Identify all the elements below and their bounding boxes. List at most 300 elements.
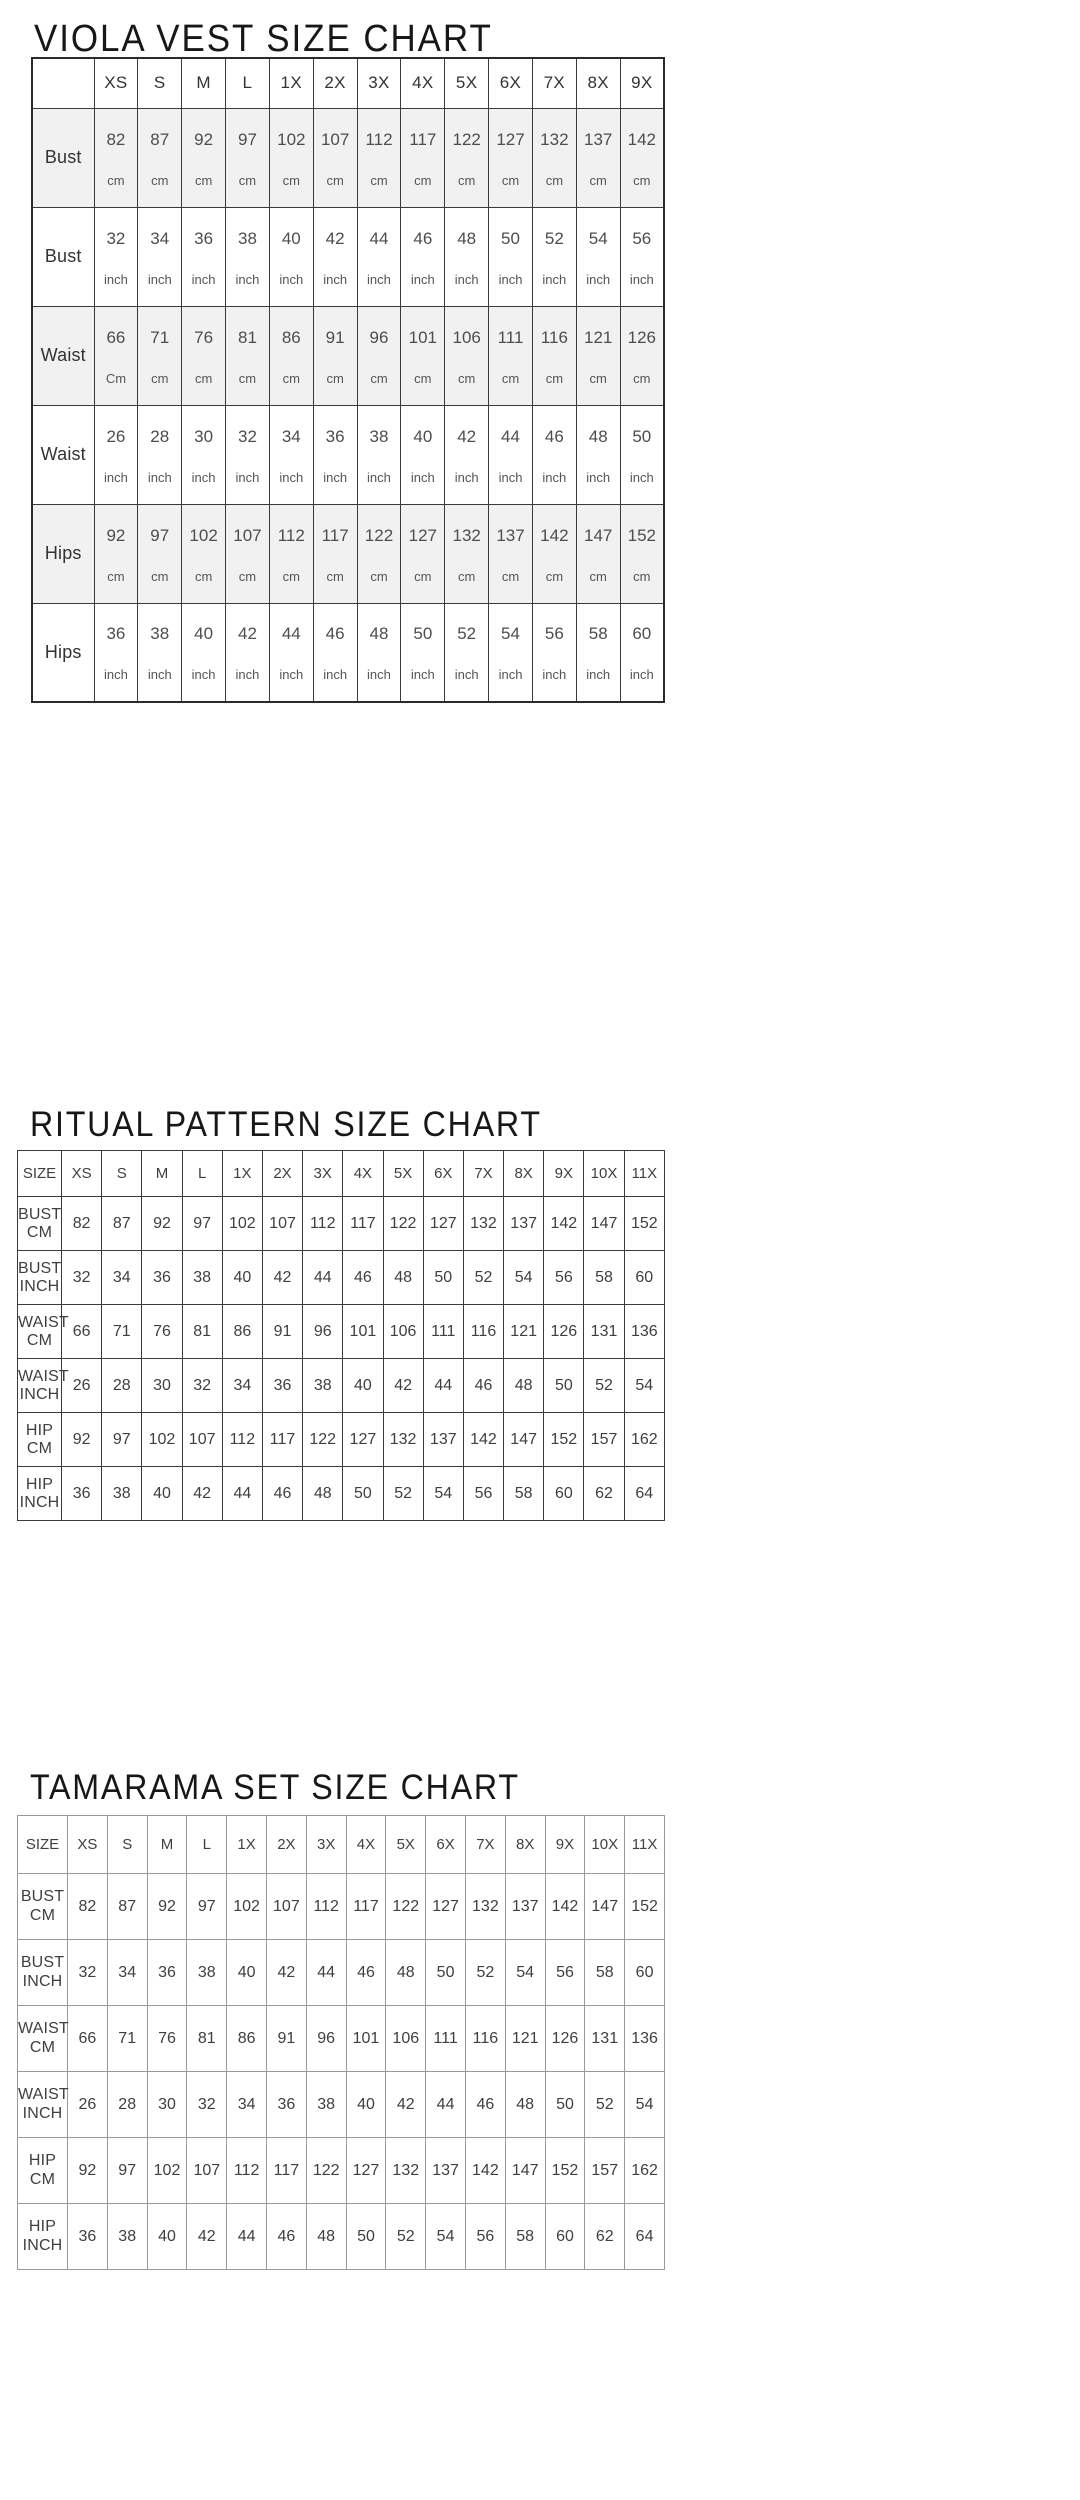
cell-unit: cm [326, 172, 344, 188]
cell-value: 111 [497, 327, 524, 347]
cell-unit: inch [629, 469, 654, 485]
cell [620, 306, 664, 405]
cell-value: 127 [496, 129, 525, 149]
cell-value: 38 [303, 1359, 343, 1413]
table-row-waist-inch [18, 2072, 665, 2138]
cell-unit: cm [458, 172, 476, 188]
cell-value: 52 [585, 2072, 625, 2138]
cell-value: 147 [584, 1197, 624, 1251]
cell-value: 36 [262, 1359, 302, 1413]
cell [401, 306, 445, 405]
cell-value: 40 [343, 1359, 383, 1413]
cell-unit: inch [323, 667, 348, 683]
size-table-ritual-pattern-wrapper [17, 1150, 665, 1521]
cell-value: 92 [147, 1874, 187, 1940]
cell-value: 26 [62, 1359, 102, 1413]
cell [226, 108, 270, 207]
cell-value: 91 [325, 327, 345, 347]
column-header-s: S [138, 58, 182, 108]
cell-unit: cm [151, 568, 169, 584]
row-label-line1: WAIST [18, 2020, 69, 2038]
cell [620, 405, 664, 504]
cell-unit: inch [103, 667, 128, 683]
cell-value: 60 [624, 1251, 664, 1305]
cell-value: 46 [465, 2072, 505, 2138]
cell-value: 50 [423, 1251, 463, 1305]
cell [269, 504, 313, 603]
cell-value: 38 [237, 228, 257, 248]
table-row-waist-inch [32, 405, 664, 504]
cell-value: 46 [266, 2204, 306, 2270]
cell-unit: cm [282, 172, 300, 188]
table-row-hips-inch [32, 603, 664, 702]
column-header-xs: XS [62, 1151, 102, 1197]
cell-value: 38 [107, 2204, 147, 2270]
cell-value: 86 [227, 2006, 267, 2072]
cell-value: 36 [147, 1940, 187, 2006]
cell-unit: inch [323, 271, 348, 287]
cell-value: 82 [62, 1197, 102, 1251]
cell-unit: inch [235, 271, 260, 287]
size-table-viola-vest-wrapper [31, 57, 665, 703]
column-header-8x: 8X [505, 1816, 545, 1874]
cell-value: 107 [262, 1197, 302, 1251]
cell-unit: inch [586, 271, 611, 287]
row-label [18, 1940, 68, 2006]
column-header-4x: 4X [401, 58, 445, 108]
cell-value: 82 [106, 129, 126, 149]
cell [269, 108, 313, 207]
column-header-8x: 8X [504, 1151, 544, 1197]
cell-value: 52 [383, 1467, 423, 1521]
cell [138, 108, 182, 207]
cell-value: 132 [452, 525, 481, 545]
table-row-bust-cm [18, 1197, 665, 1251]
cell-value: 50 [632, 426, 652, 446]
table-row-hips-cm [32, 504, 664, 603]
cell-value: 44 [369, 228, 389, 248]
cell-value: 48 [386, 1940, 426, 2006]
cell-value: 96 [369, 327, 389, 347]
cell-value: 97 [102, 1413, 142, 1467]
cell-value: 50 [501, 228, 520, 248]
cell-value: 102 [222, 1197, 262, 1251]
cell-value: 42 [237, 624, 257, 644]
cell-value: 117 [321, 525, 349, 545]
header-corner-cell [32, 58, 94, 108]
table-row-hip-inch [18, 2204, 665, 2270]
cell-unit: cm [589, 568, 607, 584]
cell-value: 38 [182, 1251, 222, 1305]
cell-value: 76 [147, 2006, 187, 2072]
cell [445, 207, 489, 306]
cell-value: 38 [102, 1467, 142, 1521]
column-header-2x: 2X [262, 1151, 302, 1197]
cell-value: 107 [266, 1874, 306, 1940]
cell-value: 142 [627, 129, 656, 149]
row-label-line1: HIP [25, 1421, 54, 1439]
cell-value: 116 [465, 2006, 505, 2072]
cell-value: 101 [408, 327, 438, 347]
column-header-1x: 1X [269, 58, 313, 108]
cell-value: 44 [426, 2072, 466, 2138]
cell-value: 62 [585, 2204, 625, 2270]
cell [576, 306, 620, 405]
cell [269, 207, 313, 306]
cell-value: 102 [142, 1413, 182, 1467]
cell-value: 102 [227, 1874, 267, 1940]
cell-value: 81 [237, 327, 257, 347]
cell-value: 102 [189, 525, 218, 545]
row-label [18, 1467, 62, 1521]
cell-value: 46 [325, 624, 345, 644]
cell [269, 603, 313, 702]
cell-value: 87 [102, 1197, 142, 1251]
row-label [18, 2204, 68, 2270]
row-label: Bust [32, 207, 94, 306]
cell-unit: inch [103, 469, 128, 485]
cell-unit: inch [103, 271, 128, 287]
cell-value: 142 [465, 2138, 505, 2204]
cell-value: 122 [383, 1197, 423, 1251]
cell-value: 54 [624, 1359, 664, 1413]
cell-value: 52 [465, 1940, 505, 2006]
cell-value: 52 [584, 1359, 624, 1413]
cell-value: 122 [452, 129, 481, 149]
cell-value: 102 [147, 2138, 187, 2204]
cell-value: 54 [504, 1251, 544, 1305]
cell-value: 38 [369, 426, 389, 446]
cell-value: 137 [426, 2138, 466, 2204]
cell-unit: inch [498, 469, 523, 485]
cell-value: 34 [227, 2072, 267, 2138]
cell-value: 132 [540, 129, 569, 149]
cell-value: 44 [281, 624, 301, 644]
cell-value: 126 [627, 327, 656, 347]
row-label-line2: INCH [19, 1493, 60, 1511]
cell-unit: cm [238, 172, 257, 188]
row-label-line2: INCH [22, 2236, 63, 2254]
cell-value: 97 [182, 1197, 222, 1251]
cell-value: 38 [306, 2072, 346, 2138]
cell-value: 56 [465, 2204, 505, 2270]
cell-value: 71 [107, 2006, 147, 2072]
cell [182, 405, 226, 504]
cell-value: 42 [262, 1251, 302, 1305]
cell-value: 126 [544, 1305, 584, 1359]
cell-value: 56 [544, 1251, 584, 1305]
cell-value: 42 [325, 228, 345, 248]
cell-value: 106 [452, 327, 481, 347]
table-row-waist-cm [18, 1305, 665, 1359]
cell-unit: cm [370, 172, 388, 188]
cell [182, 207, 226, 306]
column-header-1x: 1X [222, 1151, 262, 1197]
cell-value: 122 [303, 1413, 343, 1467]
cell-value: 92 [194, 129, 214, 149]
cell-unit: inch [279, 271, 304, 287]
cell-value: 50 [426, 1940, 466, 2006]
cell-value: 46 [343, 1251, 383, 1305]
cell-value: 116 [463, 1305, 503, 1359]
column-header-m: M [142, 1151, 182, 1197]
table-row-bust-inch [18, 1940, 665, 2006]
cell-unit: inch [191, 667, 216, 683]
cell [576, 108, 620, 207]
cell-unit: cm [458, 568, 476, 584]
cell-value: 136 [624, 1305, 664, 1359]
cell-value: 48 [457, 228, 477, 248]
cell-unit: inch [191, 271, 216, 287]
cell-value: 36 [68, 2204, 108, 2270]
cell-value: 48 [504, 1359, 544, 1413]
cell [138, 405, 182, 504]
cell-value: 132 [383, 1413, 423, 1467]
column-header-3x: 3X [303, 1151, 343, 1197]
cell-value: 127 [423, 1197, 463, 1251]
cell-value: 42 [266, 1940, 306, 2006]
cell-value: 76 [142, 1305, 182, 1359]
cell-value: 152 [624, 1197, 664, 1251]
cell-unit: cm [282, 568, 300, 584]
cell [532, 306, 576, 405]
cell-unit: inch [410, 667, 435, 683]
cell-value: 62 [584, 1467, 624, 1521]
cell-value: 42 [187, 2204, 227, 2270]
column-header-7x: 7X [465, 1816, 505, 1874]
cell-value: 131 [584, 1305, 624, 1359]
row-label [18, 2138, 68, 2204]
size-table-viola-vest [31, 57, 665, 703]
cell-value: 42 [386, 2072, 426, 2138]
cell-value: 66 [106, 327, 126, 347]
cell-unit: cm [501, 172, 520, 188]
row-label-line1: BUST [18, 1205, 62, 1223]
cell-value: 46 [463, 1359, 503, 1413]
table-row-bust-cm [18, 1874, 665, 1940]
cell-unit: cm [326, 370, 344, 386]
cell-value: 36 [266, 2072, 306, 2138]
cell-unit: cm [545, 172, 564, 188]
cell-value: 81 [182, 1305, 222, 1359]
cell-unit: inch [454, 271, 479, 287]
cell-value: 132 [386, 2138, 426, 2204]
cell [182, 108, 226, 207]
cell [94, 603, 138, 702]
cell-value: 40 [142, 1467, 182, 1521]
cell [226, 207, 270, 306]
cell [489, 603, 533, 702]
row-label: Waist [32, 306, 94, 405]
cell [532, 207, 576, 306]
row-label-line2: INCH [19, 1277, 60, 1295]
cell-value: 28 [150, 426, 170, 446]
cell-value: 147 [584, 525, 613, 545]
cell-unit: cm [501, 568, 520, 584]
cell-value: 97 [187, 1874, 227, 1940]
cell-unit: cm [589, 172, 607, 188]
cell-value: 42 [383, 1359, 423, 1413]
row-label: Hips [32, 504, 94, 603]
cell-value: 102 [277, 129, 306, 149]
cell-value: 71 [150, 327, 170, 347]
cell-value: 117 [266, 2138, 306, 2204]
cell-unit: cm [107, 172, 125, 188]
cell-unit: cm [370, 568, 388, 584]
page-title-viola-vest: VIOLA VEST SIZE CHART [34, 18, 493, 60]
table-body [32, 58, 664, 702]
cell-value: 58 [584, 1251, 624, 1305]
cell [532, 603, 576, 702]
cell [401, 207, 445, 306]
cell-value: 152 [627, 525, 656, 545]
cell-unit: inch [629, 667, 654, 683]
cell-unit: cm [589, 370, 607, 386]
cell-unit: inch [367, 667, 391, 683]
column-header-s: S [107, 1816, 147, 1874]
row-label [18, 1359, 69, 1413]
cell-value: 152 [625, 1874, 665, 1940]
cell-value: 50 [413, 624, 433, 644]
cell-value: 136 [625, 2006, 665, 2072]
row-label-line2: INCH [22, 1972, 63, 1990]
cell-value: 132 [463, 1197, 503, 1251]
cell-value: 54 [501, 624, 520, 644]
cell-value: 30 [142, 1359, 182, 1413]
cell-unit: inch [235, 667, 260, 683]
column-header-9x: 9X [544, 1151, 584, 1197]
cell-value: 97 [150, 525, 170, 545]
cell-unit: cm [633, 172, 651, 188]
cell-value: 107 [187, 2138, 227, 2204]
page-title-ritual-pattern: RITUAL PATTERN SIZE CHART [30, 1105, 542, 1144]
cell-value: 122 [306, 2138, 346, 2204]
cell-value: 44 [303, 1251, 343, 1305]
cell-value: 152 [545, 2138, 585, 2204]
cell [489, 306, 533, 405]
cell-value: 106 [383, 1305, 423, 1359]
cell [445, 603, 489, 702]
cell-value: 127 [343, 1413, 383, 1467]
cell [620, 603, 664, 702]
cell-value: 36 [325, 426, 345, 446]
cell-value: 34 [150, 228, 170, 248]
cell-value: 26 [106, 426, 126, 446]
cell-value: 60 [544, 1467, 584, 1521]
cell-value: 97 [237, 129, 257, 149]
cell [138, 504, 182, 603]
cell-value: 111 [423, 1305, 463, 1359]
cell-value: 54 [625, 2072, 665, 2138]
cell-value: 46 [544, 426, 564, 446]
size-table-tamarama-set [17, 1815, 665, 2270]
cell-value: 32 [237, 426, 257, 446]
cell-unit: inch [279, 469, 304, 485]
cell-value: 137 [505, 1874, 545, 1940]
cell-value: 36 [194, 228, 214, 248]
cell-value: 52 [386, 2204, 426, 2270]
cell-value: 44 [306, 1940, 346, 2006]
column-header-4x: 4X [346, 1816, 386, 1874]
cell-value: 44 [227, 2204, 267, 2270]
column-header-l: L [187, 1816, 227, 1874]
cell-value: 127 [408, 525, 438, 545]
cell-value: 71 [102, 1305, 142, 1359]
cell [226, 405, 270, 504]
cell-value: 86 [222, 1305, 262, 1359]
cell-value: 76 [194, 327, 214, 347]
cell-value: 121 [504, 1305, 544, 1359]
cell [357, 504, 401, 603]
cell [313, 603, 357, 702]
row-label: Bust [32, 108, 94, 207]
cell [532, 108, 576, 207]
cell-value: 32 [68, 1940, 108, 2006]
cell-value: 132 [465, 1874, 505, 1940]
cell-value: 44 [501, 426, 520, 446]
cell-value: 157 [585, 2138, 625, 2204]
cell-value: 48 [588, 426, 608, 446]
cell [269, 405, 313, 504]
column-header-7x: 7X [463, 1151, 503, 1197]
row-label: Hips [32, 603, 94, 702]
cell [489, 207, 533, 306]
row-label-line2: CM [29, 1906, 56, 1924]
row-label-line2: CM [26, 1223, 53, 1241]
table-row-bust-cm [32, 108, 664, 207]
cell [357, 603, 401, 702]
cell-value: 44 [423, 1359, 463, 1413]
column-header-8x: 8X [576, 58, 620, 108]
cell-value: 116 [540, 327, 568, 347]
cell-unit: inch [147, 271, 172, 287]
cell-value: 48 [505, 2072, 545, 2138]
column-header-4x: 4X [343, 1151, 383, 1197]
cell-value: 96 [306, 2006, 346, 2072]
cell-value: 40 [413, 426, 433, 446]
row-label-line1: BUST [20, 1888, 65, 1906]
header-size-cell: SIZE [18, 1151, 62, 1197]
cell [357, 108, 401, 207]
row-label: Waist [32, 405, 94, 504]
cell-value: 30 [194, 426, 214, 446]
cell-value: 40 [194, 624, 214, 644]
column-header-l: L [182, 1151, 222, 1197]
table-body [18, 1151, 665, 1521]
table-header-row [18, 1151, 665, 1197]
cell-value: 92 [62, 1413, 102, 1467]
row-label [18, 2072, 68, 2138]
cell-value: 107 [320, 129, 350, 149]
cell [357, 405, 401, 504]
cell-value: 137 [504, 1197, 544, 1251]
cell-unit: cm [414, 370, 432, 386]
column-header-11x: 11X [625, 1816, 665, 1874]
column-header-s: S [102, 1151, 142, 1197]
column-header-9x: 9X [620, 58, 664, 108]
cell-unit: inch [542, 667, 567, 683]
cell-value: 91 [266, 2006, 306, 2072]
cell-value: 121 [584, 327, 613, 347]
cell-value: 50 [544, 1359, 584, 1413]
cell-value: 106 [386, 2006, 426, 2072]
table-row-bust-inch [18, 1251, 665, 1305]
cell-unit: cm [238, 568, 257, 584]
cell-value: 157 [584, 1413, 624, 1467]
cell-value: 117 [343, 1197, 383, 1251]
cell-value: 142 [540, 525, 569, 545]
cell-unit: inch [147, 469, 172, 485]
